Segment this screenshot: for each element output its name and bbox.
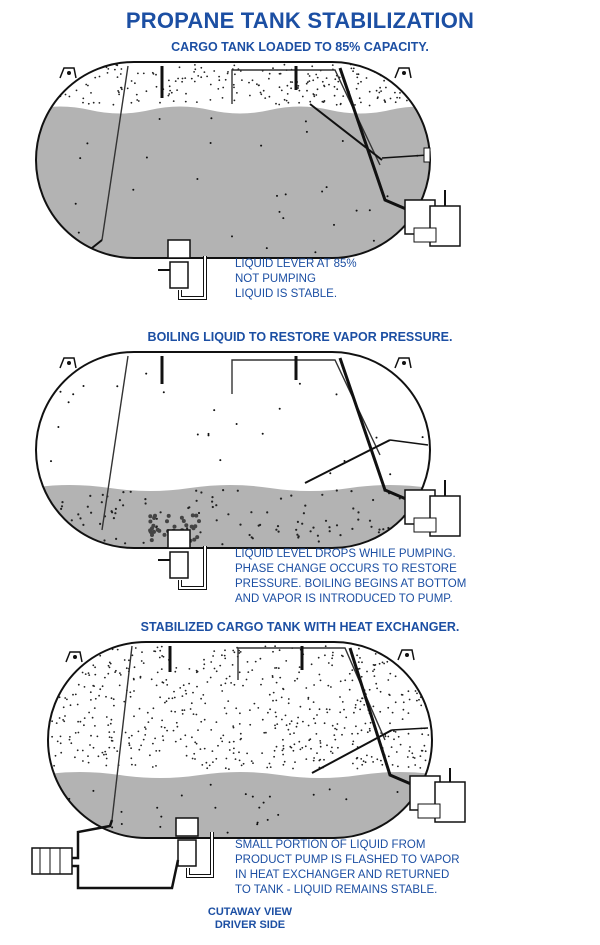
liquid-level-3 bbox=[40, 772, 440, 845]
panel-3-heading: STABILIZED CARGO TANK WITH HEAT EXCHANGER. bbox=[140, 620, 460, 634]
view-label-line-2: DRIVER SIDE bbox=[214, 919, 286, 931]
diagram-title: PROPANE TANK STABILIZATION bbox=[125, 8, 475, 33]
panel-1-caption: LIQUID LEVER AT 85% NOT PUMPING LIQUID IS STABLE. bbox=[235, 258, 357, 300]
panel-2-caption: LIQUID LEVEL DROPS WHILE PUMPING. PHASE CHANGE OCCURS TO RESTORE PRESSURE. BOILING BEGINS AT BOTTOM AND VAPOR IS INTRODUCED TO PUMP. bbox=[235, 548, 467, 605]
panel-1-heading: CARGO TANK LOADED TO 85% CAPACITY. bbox=[171, 40, 429, 54]
view-label-line-1: CUTAWAY VIEW bbox=[207, 906, 293, 918]
liquid-level-2 bbox=[30, 485, 450, 555]
view-label bbox=[150, 906, 350, 932]
panel-2-heading: BOILING LIQUID TO RESTORE VAPOR PRESSURE. bbox=[147, 330, 453, 344]
panel-3-caption: SMALL PORTION OF LIQUID FROM PRODUCT PUMP IS FLASHED TO VAPOR IN HEAT EXCHANGER AND RETURNED TO TANK - LIQUID REMAINS STABLE. bbox=[235, 839, 460, 896]
